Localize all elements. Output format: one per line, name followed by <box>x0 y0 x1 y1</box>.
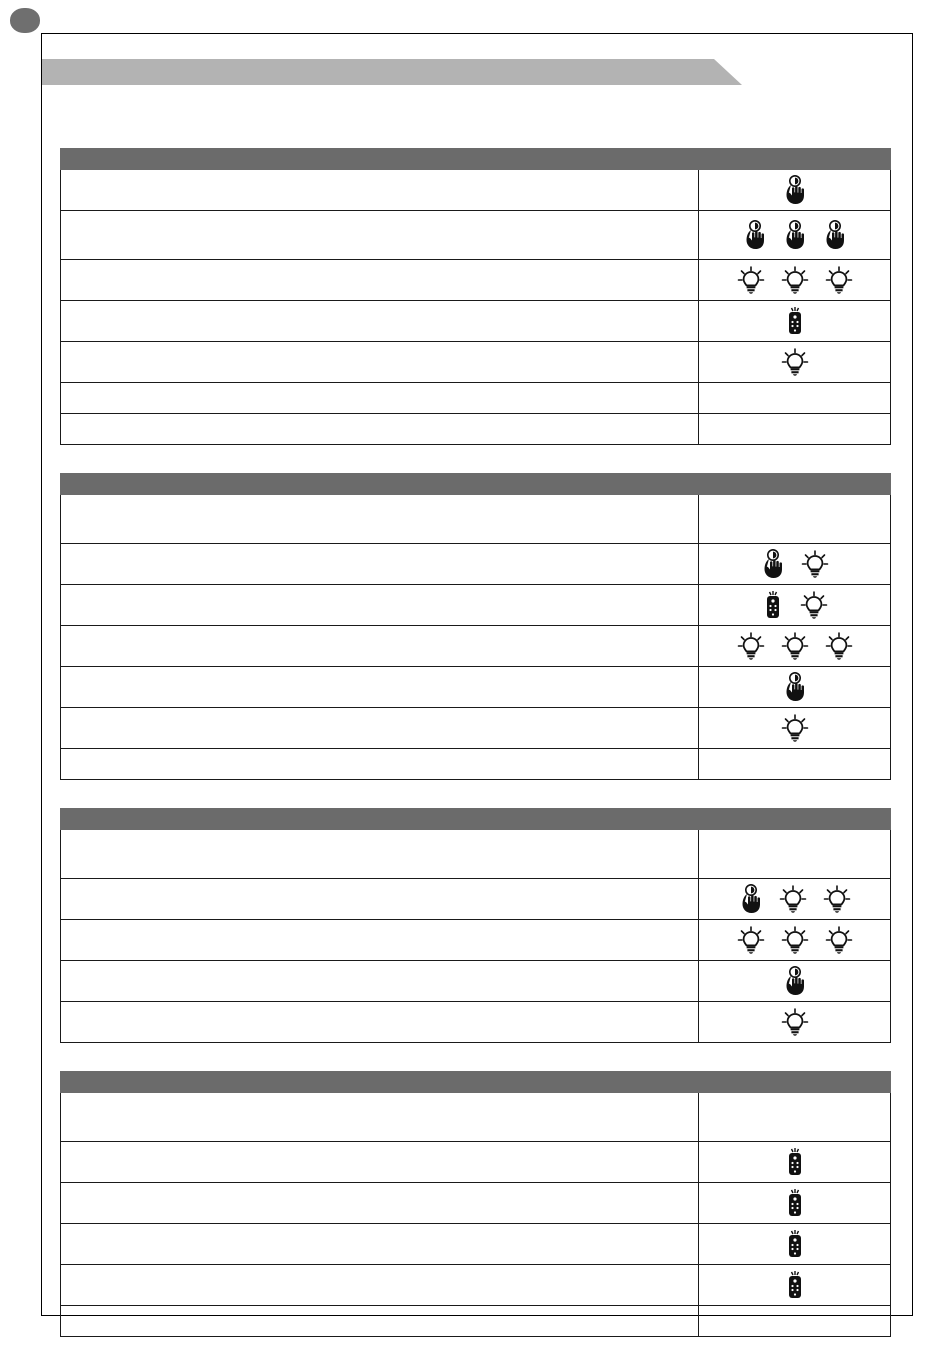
row-icon-cell <box>699 414 891 445</box>
row-description <box>61 1002 699 1043</box>
row-icon-cell <box>699 211 891 260</box>
row-icon-cell <box>699 170 891 211</box>
row-icon-cell <box>699 667 891 708</box>
spec-table <box>60 148 891 445</box>
row-description <box>61 961 699 1002</box>
hand-tap-icon <box>742 220 768 250</box>
row-description <box>61 414 699 445</box>
table-row <box>61 1183 891 1224</box>
table-row <box>61 383 891 414</box>
table-row <box>61 961 891 1002</box>
table-row <box>61 170 891 211</box>
table-section-header <box>61 809 891 830</box>
row-description <box>61 544 699 585</box>
row-icon-cell <box>699 1142 891 1183</box>
row-icon-cell <box>699 626 891 667</box>
row-icon-cell <box>699 879 891 920</box>
light-bulb-icon <box>736 266 766 294</box>
row-icon-cell <box>699 1183 891 1224</box>
light-bulb-icon <box>780 632 810 660</box>
light-bulb-icon <box>778 885 808 913</box>
light-bulb-icon <box>780 714 810 742</box>
table-row <box>61 1093 891 1142</box>
light-bulb-icon <box>822 885 852 913</box>
table-section-header <box>61 1072 891 1093</box>
remote-control-icon <box>783 1188 807 1218</box>
row-icon-cell <box>699 749 891 780</box>
light-bulb-icon <box>780 266 810 294</box>
table-row <box>61 260 891 301</box>
table-row <box>61 830 891 879</box>
table-row <box>61 414 891 445</box>
row-description <box>61 301 699 342</box>
row-description <box>61 495 699 544</box>
table-row <box>61 342 891 383</box>
row-description <box>61 211 699 260</box>
row-icon-cell <box>699 383 891 414</box>
remote-control-icon <box>783 306 807 336</box>
table-row <box>61 585 891 626</box>
remote-control-icon <box>761 590 785 620</box>
row-description <box>61 260 699 301</box>
row-icon-cell <box>699 1093 891 1142</box>
row-description <box>61 830 699 879</box>
row-description <box>61 749 699 780</box>
row-icon-cell <box>699 1306 891 1337</box>
light-bulb-icon <box>799 591 829 619</box>
table-row <box>61 1224 891 1265</box>
row-icon-cell <box>699 260 891 301</box>
table-row <box>61 544 891 585</box>
row-icon-cell <box>699 585 891 626</box>
light-bulb-icon <box>824 632 854 660</box>
light-bulb-icon <box>736 632 766 660</box>
hand-tap-icon <box>782 672 808 702</box>
remote-control-icon <box>783 1229 807 1259</box>
row-description <box>61 585 699 626</box>
light-bulb-icon <box>800 550 830 578</box>
header-band <box>42 59 742 85</box>
row-icon-cell <box>699 544 891 585</box>
light-bulb-icon <box>780 1008 810 1036</box>
row-icon-cell <box>699 301 891 342</box>
table-row <box>61 1306 891 1337</box>
light-bulb-icon <box>824 266 854 294</box>
row-icon-cell <box>699 1002 891 1043</box>
row-description <box>61 879 699 920</box>
light-bulb-icon <box>824 926 854 954</box>
table-row <box>61 749 891 780</box>
row-description <box>61 920 699 961</box>
light-bulb-icon <box>780 926 810 954</box>
row-description <box>61 1142 699 1183</box>
row-description <box>61 1265 699 1306</box>
hand-tap-icon <box>760 549 786 579</box>
table-section-header <box>61 474 891 495</box>
page-corner-marker <box>10 8 40 33</box>
spec-tables-container <box>60 148 890 1365</box>
spec-table <box>60 473 891 780</box>
row-description <box>61 626 699 667</box>
row-icon-cell <box>699 961 891 1002</box>
table-row <box>61 495 891 544</box>
remote-control-icon <box>783 1270 807 1300</box>
remote-control-icon <box>783 1147 807 1177</box>
row-description <box>61 667 699 708</box>
row-icon-cell <box>699 920 891 961</box>
row-description <box>61 170 699 211</box>
row-description <box>61 342 699 383</box>
table-row <box>61 879 891 920</box>
row-description <box>61 1306 699 1337</box>
row-description <box>61 1224 699 1265</box>
hand-tap-icon <box>782 175 808 205</box>
table-row <box>61 1142 891 1183</box>
table-row <box>61 667 891 708</box>
row-icon-cell <box>699 830 891 879</box>
row-icon-cell <box>699 708 891 749</box>
row-description <box>61 383 699 414</box>
table-row <box>61 920 891 961</box>
row-icon-cell <box>699 1265 891 1306</box>
table-row <box>61 301 891 342</box>
light-bulb-icon <box>736 926 766 954</box>
hand-tap-icon <box>782 220 808 250</box>
row-description <box>61 1183 699 1224</box>
hand-tap-icon <box>782 966 808 996</box>
table-row <box>61 1002 891 1043</box>
table-row <box>61 211 891 260</box>
table-row <box>61 1265 891 1306</box>
table-row <box>61 626 891 667</box>
table-row <box>61 708 891 749</box>
hand-tap-icon <box>822 220 848 250</box>
table-section-header <box>61 149 891 170</box>
row-icon-cell <box>699 1224 891 1265</box>
hand-tap-icon <box>738 884 764 914</box>
row-icon-cell <box>699 495 891 544</box>
row-icon-cell <box>699 342 891 383</box>
spec-table <box>60 1071 891 1337</box>
light-bulb-icon <box>780 348 810 376</box>
spec-table <box>60 808 891 1043</box>
row-description <box>61 708 699 749</box>
row-description <box>61 1093 699 1142</box>
